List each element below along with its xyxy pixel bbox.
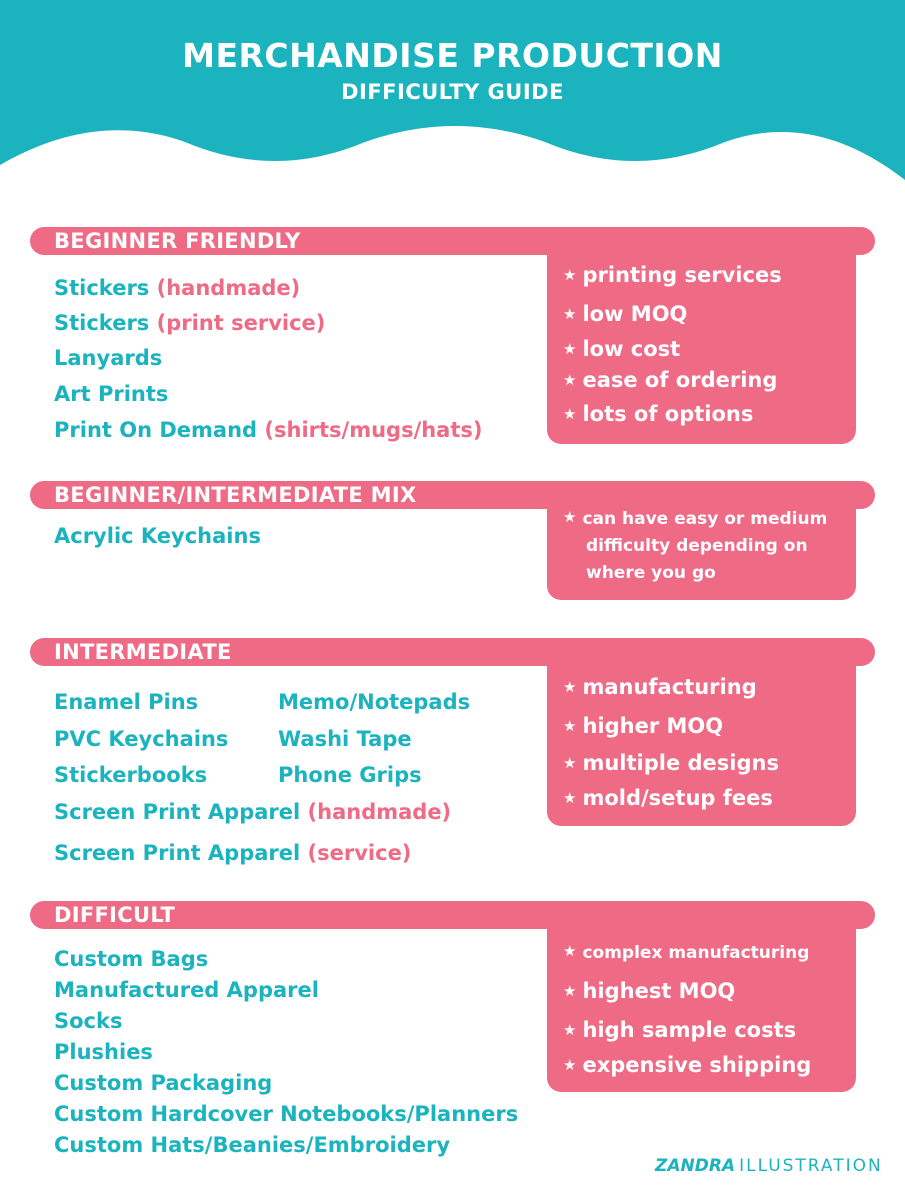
- section-label-difficult: DIFFICULT: [54, 903, 176, 927]
- list-item: Washi Tape: [278, 727, 412, 751]
- list-item: Socks: [54, 1009, 123, 1033]
- list-item: Art Prints: [54, 382, 169, 406]
- page-title: MERCHANDISE PRODUCTION: [182, 36, 723, 75]
- benefit-bullet-continued: where you go: [586, 563, 716, 583]
- list-item: Custom Hardcover Notebooks/Planners: [54, 1102, 519, 1126]
- list-item: Custom Bags: [54, 947, 209, 971]
- list-item: Custom Hats/Beanies/Embroidery: [54, 1133, 451, 1157]
- list-item: Enamel Pins: [54, 690, 199, 714]
- benefit-bullet: ★ highest MOQ: [563, 979, 736, 1003]
- benefit-bullet: ★ manufacturing: [563, 675, 757, 699]
- benefit-bullet: ★ high sample costs: [563, 1018, 797, 1042]
- star-icon: ★: [563, 371, 577, 389]
- star-icon: ★: [563, 340, 577, 358]
- list-item: Plushies: [54, 1040, 153, 1064]
- star-icon: ★: [563, 754, 577, 772]
- star-icon: ★: [563, 305, 577, 323]
- list-item: Manufactured Apparel: [54, 978, 319, 1002]
- benefit-bullet: ★ complex manufacturing: [563, 942, 810, 963]
- star-icon: ★: [563, 789, 577, 807]
- section-label-mix: BEGINNER/INTERMEDIATE MIX: [54, 483, 417, 507]
- list-item: Stickers (print service): [54, 311, 326, 335]
- header-banner: [0, 0, 905, 200]
- star-icon: ★: [563, 942, 577, 960]
- list-item: PVC Keychains: [54, 727, 229, 751]
- star-icon: ★: [563, 1021, 577, 1039]
- star-icon: ★: [563, 982, 577, 1000]
- benefit-bullet-continued: difficulty depending on: [586, 536, 808, 556]
- benefit-bullet: ★ multiple designs: [563, 751, 779, 775]
- star-icon: ★: [563, 717, 577, 735]
- list-item: Lanyards: [54, 346, 163, 370]
- benefit-bullet: ★ higher MOQ: [563, 714, 724, 738]
- section-label-intermediate: INTERMEDIATE: [54, 640, 232, 664]
- star-icon: ★: [563, 1056, 577, 1074]
- list-item: Phone Grips: [278, 763, 422, 787]
- page-subtitle: DIFFICULTY GUIDE: [341, 80, 564, 104]
- benefit-bullet: ★ mold/setup fees: [563, 786, 773, 810]
- list-item: Screen Print Apparel (service): [54, 841, 412, 865]
- star-icon: ★: [563, 405, 577, 423]
- benefit-bullet: ★ low MOQ: [563, 302, 688, 326]
- list-item: Custom Packaging: [54, 1071, 273, 1095]
- list-item: Memo/Notepads: [278, 690, 471, 714]
- list-item: Screen Print Apparel (handmade): [54, 800, 452, 824]
- list-item: Stickers (handmade): [54, 276, 301, 300]
- benefit-bullet: ★ can have easy or medium: [563, 508, 828, 529]
- star-icon: ★: [563, 266, 577, 284]
- benefit-bullet: ★ ease of ordering: [563, 368, 778, 392]
- benefit-bullet: ★ low cost: [563, 337, 681, 361]
- brand-logo: ZANDRA ILLUSTRATION: [655, 1156, 883, 1176]
- benefit-bullet: ★ expensive shipping: [563, 1053, 812, 1077]
- star-icon: ★: [563, 508, 577, 526]
- list-item: Acrylic Keychains: [54, 524, 261, 548]
- list-item: Print On Demand (shirts/mugs/hats): [54, 418, 483, 442]
- benefit-bullet: ★ printing services: [563, 263, 782, 287]
- section-label-beginner: BEGINNER FRIENDLY: [54, 229, 301, 253]
- benefit-bullet: ★ lots of options: [563, 402, 754, 426]
- list-item: Stickerbooks: [54, 763, 208, 787]
- star-icon: ★: [563, 678, 577, 696]
